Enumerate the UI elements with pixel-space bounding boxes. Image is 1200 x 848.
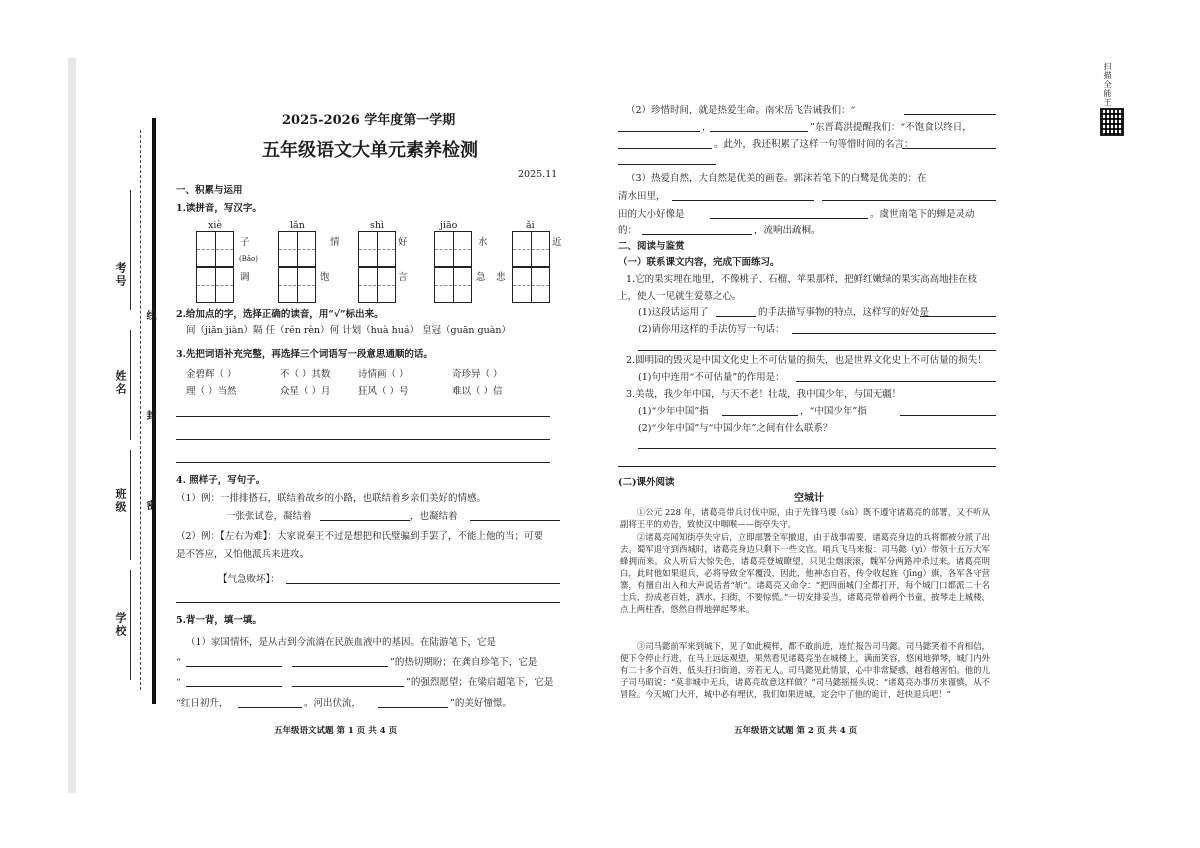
section-1-heading: 一、积累与运用 — [176, 185, 243, 196]
r3-line-d: 。虞世南笔下的蝉是灵动 — [870, 209, 975, 220]
story-para-3: ③司马懿前军来到城下，见了如此模样，都不敢前进，连忙报告司马懿。司马懿笑着不肯相信，便下令停止行进，在马上远远观望，果然看见诸葛亮坐在城楼上，满面笑容，悠闲地弹琴，城门内外有二十多个百姓，低头打扫街道，旁若无人。司马懿见此情景，心中非常疑惑，越看越害怕。他的儿子司马昭说：“莫非城中无兵，诸葛亮故意这样做？”司马懿摇摇头说：“诸葛亮办事历来谨慎，从不冒险。今天城门大开，城中必有埋伏，我们如果进城，定会中了他的诡计，赶快退兵吧！” — [620, 641, 990, 699]
r3-line-e: 的： — [618, 225, 638, 236]
r3-line-b: 清水田里， — [618, 191, 666, 202]
answer-line[interactable] — [186, 666, 282, 667]
r2-line-a: （2）珍惜时间，就是热爱生命。南宋岳飞告诫我们：“ — [626, 105, 856, 116]
q3-item: 理（ ）当然 — [186, 386, 237, 397]
label-banji: 班级 — [114, 488, 127, 514]
footer-page-1: 五年级语文试题 第 1 页 共 4 页 — [274, 726, 398, 736]
q4-prompt: 4. 照样子，写句子。 — [176, 475, 266, 486]
binding-dashed-line — [140, 130, 141, 690]
q3-item: 奇珍异（ ） — [452, 369, 503, 380]
p1-q1-b: 的手法描写事物的特点，这样写的好处是 — [758, 307, 930, 318]
q3-item: 众星（ ）月 — [280, 386, 331, 397]
q4-2-example-b: 是不答应，又怕他派兵来进攻。 — [176, 549, 310, 560]
char-box[interactable] — [434, 231, 472, 267]
word-bottom-4: 急 — [476, 272, 486, 283]
r3-line-c: 田的大小好像是 — [618, 209, 685, 220]
q5-line-d1: “红日初升， — [176, 698, 229, 709]
q4-1-part-a: 一张张试卷，凝结着 — [226, 511, 312, 522]
answer-line[interactable] — [286, 583, 560, 584]
answer-line[interactable] — [638, 350, 996, 351]
q4-2-example-a: （2）例：【左右为难】：大家说秦王不过是想把和氏璧骗到手罢了，不能上他的当；可要 — [176, 531, 544, 542]
word-bottom-3: 言 — [398, 272, 408, 283]
q2-prompt: 2.给加点的字，选择正确的读音，用“√”标出来。 — [176, 309, 384, 320]
q5-line-b: ”的热切期盼；在龚自珍笔下，它是 — [390, 657, 538, 668]
answer-line[interactable] — [904, 114, 996, 115]
q4-1-example: （1）例：一排排搭石，联结着故乡的小路，也联结着乡亲们美好的情感。 — [176, 493, 487, 504]
q3-item: 金碧辉（ ） — [186, 369, 237, 380]
label-xuexiao: 学校 — [114, 612, 127, 638]
char-box[interactable] — [358, 267, 396, 303]
write-line-xingming — [130, 330, 131, 440]
word-bottom-5: 悲 — [496, 272, 506, 283]
label-mi: 密 — [144, 500, 155, 512]
answer-line[interactable] — [320, 520, 410, 521]
write-line-banji — [130, 450, 131, 560]
word-bottom-2: 饱 — [320, 272, 330, 283]
year-title: 2025-2026 学年度第一学期 — [282, 113, 456, 128]
write-line-kaohao — [130, 190, 131, 310]
char-box[interactable] — [512, 267, 550, 303]
p3-text: 3.美哉，我少年中国，与天不老！壮哉，我中国少年，与国无疆！ — [626, 389, 902, 400]
answer-line[interactable] — [716, 316, 756, 317]
label-xingming: 姓名 — [114, 370, 127, 396]
answer-line[interactable] — [378, 707, 448, 708]
r2-line-d: 。此外，我还积累了这样一句等惜时间的名言： — [714, 139, 914, 150]
answer-line[interactable] — [642, 234, 752, 235]
pinyin-1: xiè — [208, 220, 223, 231]
label-xian: 线 — [144, 310, 155, 322]
char-box[interactable] — [278, 231, 316, 267]
answer-line[interactable] — [176, 439, 550, 440]
q5-prompt: 5.背一背，填一填。 — [176, 615, 262, 626]
q5-line-c: ”的强烈愿望；在梁启超笔下，它是 — [406, 677, 554, 688]
p1-q2: (2)请你用这样的手法仿写一句话： — [638, 324, 785, 335]
pinyin-5: ǎi — [526, 220, 535, 231]
section-2-2-heading: (二)课外阅读 — [618, 477, 675, 488]
answer-line[interactable] — [638, 448, 996, 449]
label-kaohao: 考号 — [114, 262, 127, 288]
q3-prompt: 3.先把词语补充完整，再选择三个词语写一段意思通顺的话。 — [176, 349, 433, 360]
answer-line[interactable] — [796, 381, 996, 382]
char-box[interactable] — [512, 231, 550, 267]
pinyin-4: jiāo — [440, 220, 458, 231]
write-line-xuexiao — [130, 570, 131, 680]
pinyin-3: shì — [370, 220, 385, 231]
r2-line-c: ”东晋葛洪提醒我们：“不饱食以终日， — [810, 122, 972, 133]
story-title: 空城计 — [794, 493, 824, 504]
answer-line[interactable] — [176, 602, 560, 603]
word-bottom-1: 调 — [240, 272, 250, 283]
answer-line[interactable] — [186, 686, 282, 687]
word-top-4: 水 — [478, 237, 488, 248]
p1-q1-a: (1)这段话运用了 — [638, 307, 709, 318]
p3-q1-a: (1)“少年中国”指 — [638, 406, 709, 417]
answer-line[interactable] — [176, 462, 550, 463]
q5-quote-open: “ — [176, 677, 181, 688]
p1-line-b: 上，使人一见就生爱慕之心。 — [618, 291, 742, 302]
answer-line[interactable] — [292, 686, 404, 687]
answer-line[interactable] — [618, 148, 712, 149]
q5-line-a: （1）家国情怀，是从古到今流淌在民族血液中的基因。在陆游笔下，它是 — [186, 637, 497, 648]
p1-line-a: 1.它的果实埋在地里，不像桃子、石榴、苹果那样，把鲜红嫩绿的果实高高地挂在枝 — [626, 274, 978, 285]
story-para-2: ②诸葛亮闻知街亭失守后，立即部署全军撤退，由于战事需要，诸葛亮身边的兵将都被分派了出去。蜀军退守到西城时，诸葛亮身边只剩下一些文官。哨兵飞马来报：司马懿（yì）带领十五万大军蜂拥而来。众人听后大惊失色，诸葛亮登城瞭望，只见尘烟滚滚，魏军分两路冲杀过来。诸葛亮明白，此时他如果退兵，必将导致全军覆没，因此，他神态自若，传令收起旌（jīng）旗，各军各守营寨，有擅自出入和大声说话者“斩”。诸葛亮又命令：“把四面城门全都打开，每个城门口都派二十名士兵，扮成老百姓，洒水、扫街，不要惊慌。”一切安排妥当，诸葛亮带着两个书童，披琴走上城楼，点上两柱香，悠然自得地弹起琴来。 — [620, 532, 990, 614]
q3-item: 不（ ）其数 — [280, 369, 331, 380]
answer-line[interactable] — [672, 200, 814, 201]
word-top-3: 好 — [398, 237, 408, 248]
word-top-2: 情 — [330, 237, 340, 248]
q2-items: 间（jiān jiàn）隔 任（rén rèn）何 计划（huà huá） 皇冠（guān guàn） — [186, 325, 511, 336]
pinyin-note: (Bǎo) — [239, 255, 258, 263]
char-box[interactable] — [358, 231, 396, 267]
r2-comma: ， — [702, 122, 712, 133]
q5-line-d3: ”的美好憧憬。 — [450, 698, 512, 709]
q3-item: 难以（ ）信 — [452, 386, 503, 397]
footer-page-2: 五年级语文试题 第 2 页 共 4 页 — [734, 726, 858, 736]
char-box[interactable] — [278, 267, 316, 303]
answer-line[interactable] — [710, 131, 808, 132]
p3-q1-b: ，“中国少年”指 — [800, 406, 867, 417]
char-box[interactable] — [196, 231, 234, 267]
answer-line[interactable] — [618, 131, 700, 132]
answer-line[interactable] — [470, 520, 560, 521]
scanner-watermark: 扫描全能王 — [1103, 62, 1112, 107]
section-2-heading: 二、阅读与鉴赏 — [618, 241, 685, 252]
main-title: 五年级语文大单元素养检测 — [262, 140, 478, 161]
word-top-1: 子 — [240, 237, 250, 248]
story-para-1: ①公元 228 年，诸葛亮带兵讨伐中原，由于先锋马谡（sù）既不遵守诸葛亮的部署，又不听从副将王平的劝告，致使汉中咽喉——街亭失守。 — [620, 507, 990, 529]
answer-line[interactable] — [920, 316, 996, 317]
answer-line[interactable] — [900, 415, 996, 416]
answer-line[interactable] — [238, 707, 302, 708]
word-top-5: 近 — [552, 237, 562, 248]
answer-line[interactable] — [822, 200, 996, 201]
pinyin-2: lǎn — [290, 220, 305, 231]
answer-line[interactable] — [292, 666, 388, 667]
q5-quote-open: “ — [176, 657, 181, 668]
r3-line-a: （3）热爱自然，大自然是优美的画卷。郭沫若笔下的白鹭是优美的：在 — [626, 173, 927, 184]
q3-item: 诗情画（ ） — [358, 369, 409, 380]
label-feng: 封 — [144, 410, 155, 422]
q3-item: 狂风（ ）号 — [358, 386, 409, 397]
q5-line-d2: 。河出伏流， — [304, 698, 362, 709]
p2-text: 2.圆明园的毁灭是中国文化史上不可估量的损失，也是世界文化史上不可估量的损失！ — [626, 355, 987, 366]
answer-line[interactable] — [618, 164, 716, 165]
answer-line[interactable] — [176, 416, 550, 417]
section-2-1-heading: （一）联系课文内容，完成下面练习。 — [618, 257, 780, 268]
char-box[interactable] — [196, 267, 234, 303]
answer-line[interactable] — [618, 466, 996, 467]
char-box[interactable] — [434, 267, 472, 303]
q4-1-part-b: ，也凝结着 — [410, 511, 458, 522]
scan-edge — [68, 58, 76, 793]
q4-2-prompt: 【气急败坏】： — [218, 574, 280, 585]
qr-code-icon — [1100, 108, 1124, 136]
exam-date: 2025.11 — [518, 169, 558, 180]
answer-line[interactable] — [902, 148, 996, 149]
answer-line[interactable] — [710, 218, 868, 219]
answer-line[interactable] — [722, 415, 798, 416]
q1-prompt: 1.读拼音，写汉字。 — [176, 203, 262, 214]
p3-q2: (2)“少年中国”与“中国少年”之间有什么联系？ — [638, 423, 833, 434]
r3-line-f: ，流响出疏桐。 — [754, 225, 821, 236]
answer-line[interactable] — [792, 333, 996, 334]
p2-q1: (1)句中连用“不可估量”的作用是： — [638, 372, 785, 383]
